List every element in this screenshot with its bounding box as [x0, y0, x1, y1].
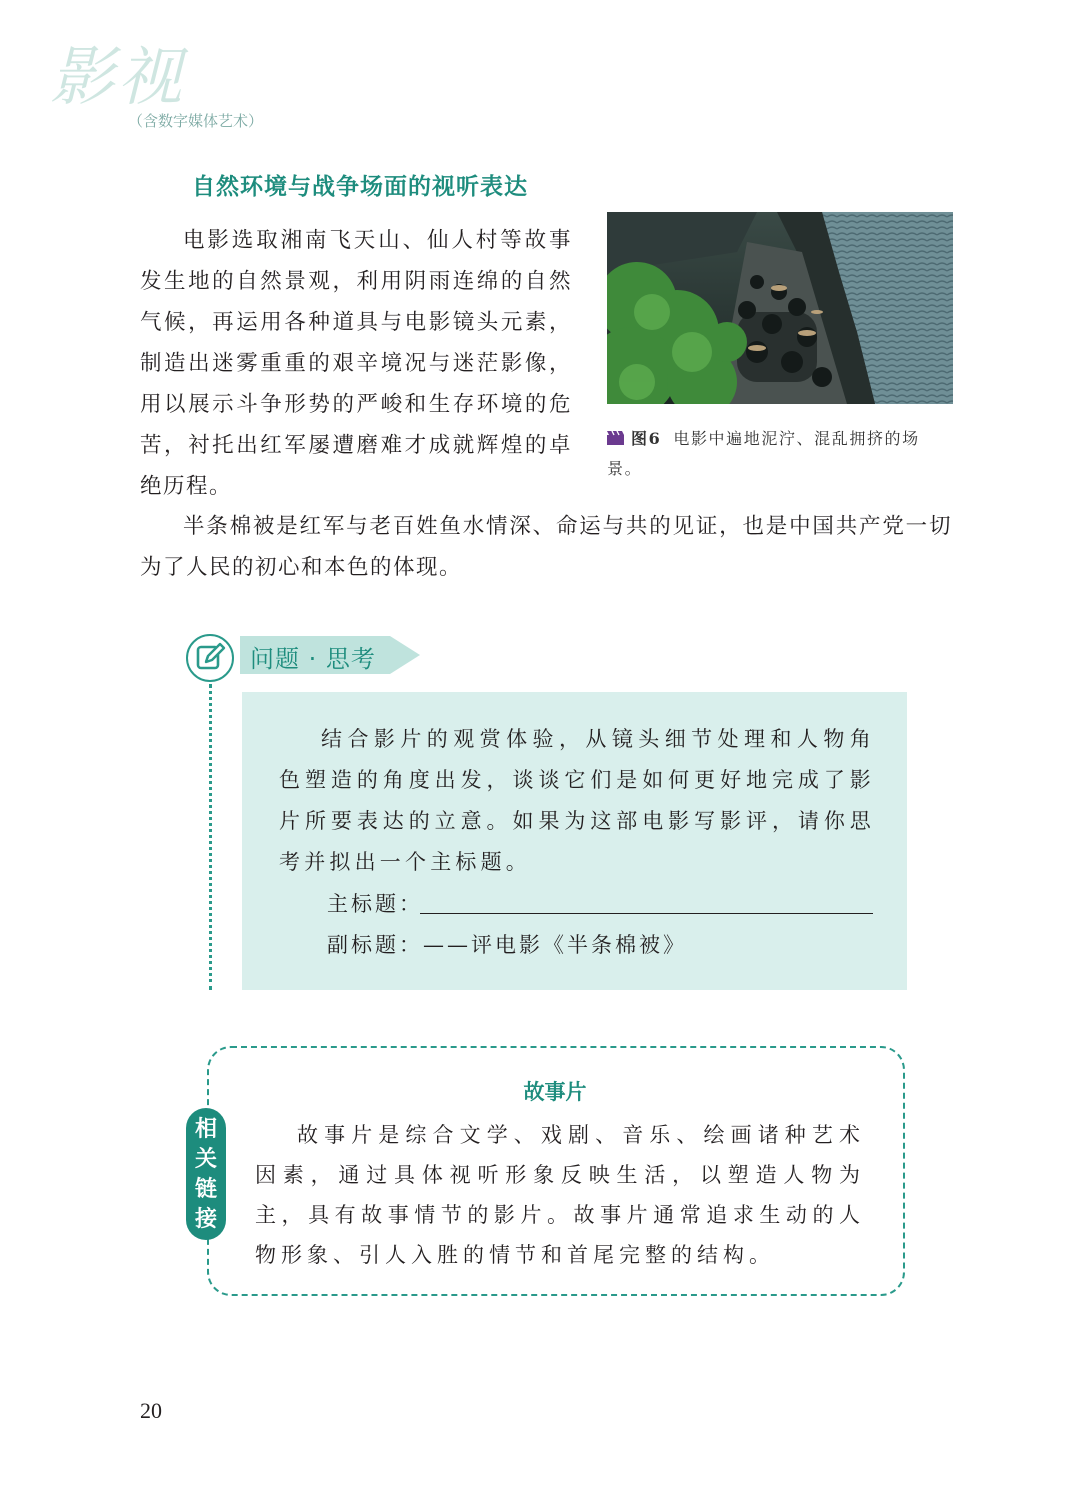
film-still-image	[607, 212, 953, 404]
question-title: 问题 · 思考	[250, 645, 376, 673]
tab-char-2: 关	[194, 1147, 217, 1172]
question-text: 结合影片的观赏体验，从镜头细节处理和人物角色塑造的角度出发，谈谈它们是如何更好地完成了影片所要表达的立意。如果为这部电影写影评，请你思考并拟出一个主标题。	[279, 727, 875, 874]
body-paragraph-1: 电影选取湘南飞天山、仙人村等故事发生地的自然景观，利用阴雨连绵的自然气候，再运用各种道具与电影镜头元素，制造出迷雾重重的艰辛境况与迷茫影像，用以展示斗争形势的严峻和生存环境的危苦，衬托出红军屡遭磨难才成就辉煌的卓绝历程。	[140, 228, 572, 499]
question-dotted-line	[209, 684, 212, 990]
main-title-label: 主标题：	[327, 892, 423, 916]
brand-logo	[50, 38, 270, 148]
brand-subtitle: （含数字媒体艺术）	[128, 112, 264, 130]
film-clapper-icon	[607, 431, 625, 445]
page-number: 20	[140, 1398, 162, 1423]
figure-caption-text: 电影中遍地泥泞、混乱拥挤的场景。	[607, 429, 920, 478]
section-title: 自然环境与战争场面的视听表达	[192, 174, 528, 200]
main-title-answer-line[interactable]	[420, 913, 873, 914]
body-paragraph-2: 半条棉被是红军与老百姓鱼水情深、命运与共的见证，也是中国共产党一切为了人民的初心和本色的体现。	[140, 514, 952, 580]
subtitle-label: 副标题：——评电影《半条棉被》	[327, 933, 687, 957]
pencil-edit-icon	[188, 636, 232, 680]
figure-caption	[607, 424, 953, 484]
tab-char-1: 相	[194, 1117, 217, 1142]
tab-char-4: 接	[194, 1207, 217, 1232]
question-icon-circle	[186, 634, 234, 682]
brand-script: 影视	[50, 41, 186, 115]
tab-char-3: 链	[194, 1177, 217, 1202]
related-text: 故事片是综合文学、戏剧、音乐、绘画诸种艺术因素，通过具体视听形象反映生活，以塑造人物为主，具有故事情节的影片。故事片通常追求生动的人物形象、引人入胜的情节和首尾完整的结构。	[255, 1123, 865, 1267]
related-title: 故事片	[523, 1080, 587, 1104]
related-link-tab	[186, 1108, 226, 1240]
figure-label: 图6	[631, 429, 662, 448]
